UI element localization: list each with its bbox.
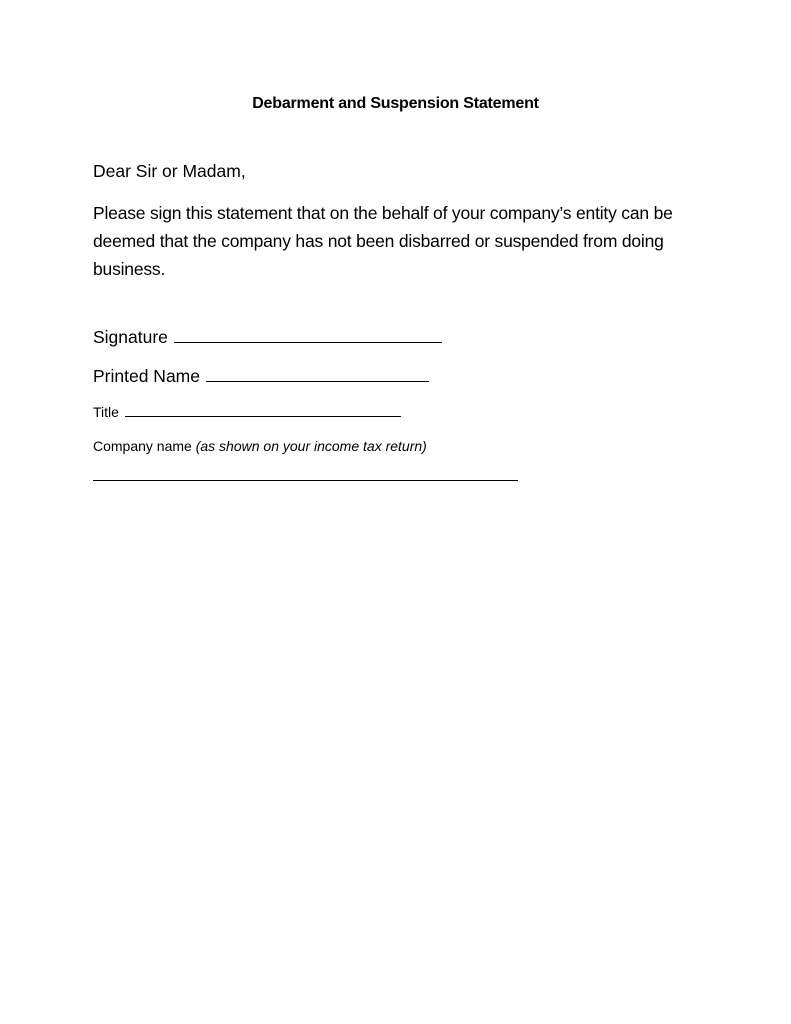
company-name-field [93,438,427,454]
company-name-label: Company name [93,438,192,454]
document-title: Debarment and Suspension Statement [252,95,539,112]
signature-line[interactable] [174,341,442,343]
title-label: Title [93,404,119,420]
title-field [93,404,401,420]
company-name-line[interactable] [93,480,518,481]
printed-name-label: Printed Name [93,366,200,386]
salutation: Dear Sir or Madam, [93,161,246,181]
printed-name-line[interactable] [206,380,429,382]
signature-label: Signature [93,327,168,347]
company-name-note: (as shown on your income tax return) [195,438,427,454]
statement-paragraph: Please sign this statement that on the behalf of your company’s entity can be deemed that the company has not been disbarred or suspended from doing business. [93,203,673,279]
title-line[interactable] [125,415,401,417]
signature-field [93,327,442,348]
printed-name-field [93,366,429,387]
